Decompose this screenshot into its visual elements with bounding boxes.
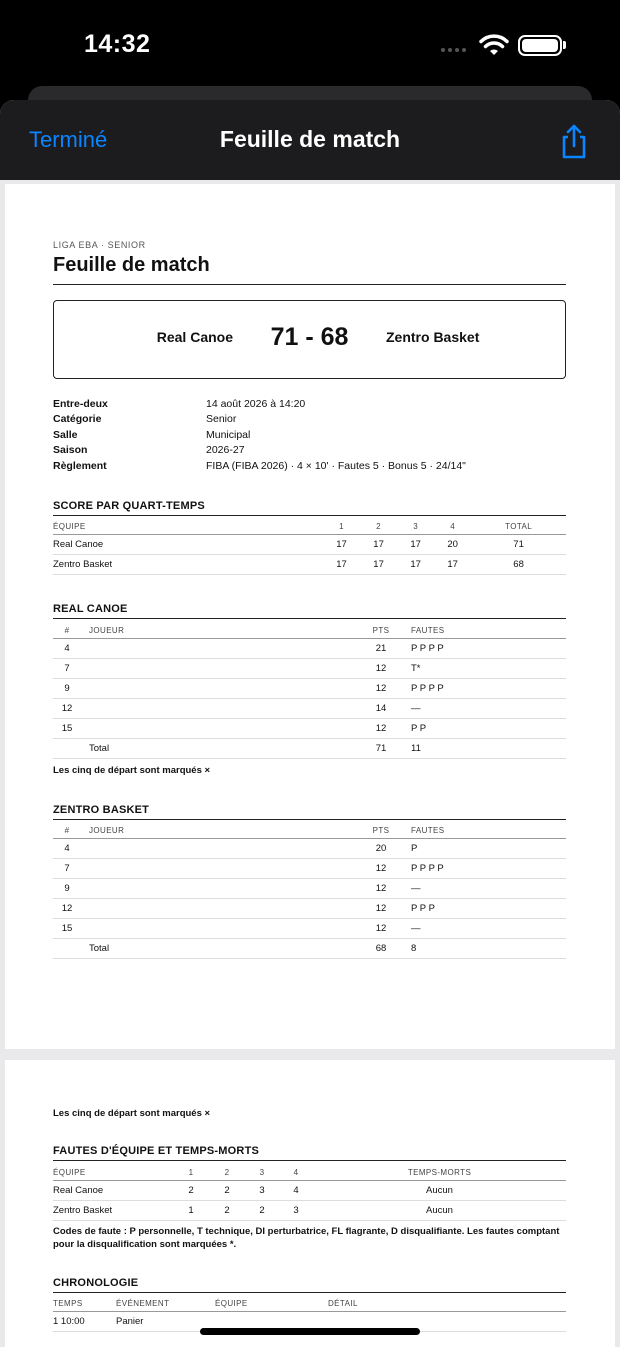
player-points: 12 xyxy=(363,678,399,698)
table-row xyxy=(53,638,566,658)
quarter-fouls-cell: 3 xyxy=(279,1200,313,1220)
info-row xyxy=(53,427,566,443)
player-number: 12 xyxy=(53,899,81,919)
player-fouls: P P P P xyxy=(399,859,566,879)
info-value: 2026-27 xyxy=(206,444,245,457)
column-header: DÉTAIL xyxy=(328,1293,566,1312)
player-fouls: P P P xyxy=(399,899,566,919)
total-cell: 71 xyxy=(471,535,566,555)
player-fouls: P P P P xyxy=(399,638,566,658)
quarter-fouls-cell: 2 xyxy=(209,1180,245,1200)
info-label: Catégorie xyxy=(53,413,102,426)
info-label: Saison xyxy=(53,444,88,457)
column-header: 2 xyxy=(209,1161,245,1180)
column-header: ÉQUIPE xyxy=(53,516,323,535)
player-name xyxy=(81,899,363,919)
match-info xyxy=(53,396,566,474)
column-header: ÉQUIPE xyxy=(53,1161,173,1180)
preview-sheet xyxy=(0,100,620,1347)
nav-title: Feuille de match xyxy=(219,126,401,152)
table-row xyxy=(53,718,566,738)
team-fouls-table xyxy=(53,1161,566,1221)
quarter-cell: 17 xyxy=(360,555,397,575)
table-row xyxy=(53,555,566,575)
total-label: Total xyxy=(81,738,363,758)
player-number: 9 xyxy=(53,879,81,899)
info-value: 14 août 2026 à 14:20 xyxy=(206,397,306,410)
quarters-table xyxy=(53,516,566,576)
team-cell: Real Canoe xyxy=(53,535,323,555)
quarters-section-title: SCORE PAR QUART-TEMPS xyxy=(53,500,566,516)
column-header: TOTAL xyxy=(471,516,566,535)
column-header: ÉQUIPE xyxy=(215,1293,328,1312)
event-type: Panier xyxy=(116,1312,215,1332)
quarter-cell: 17 xyxy=(434,555,471,575)
column-header: # xyxy=(53,820,81,839)
table-row xyxy=(53,879,566,899)
player-name xyxy=(81,919,363,939)
quarter-cell: 20 xyxy=(434,535,471,555)
status-clock: 14:32 xyxy=(84,30,151,58)
chronology-section-title: CHRONOLOGIE xyxy=(53,1277,566,1293)
player-number: 4 xyxy=(53,839,81,859)
player-fouls: — xyxy=(399,879,566,899)
player-name xyxy=(81,859,363,879)
quarter-fouls-cell: 3 xyxy=(245,1180,279,1200)
player-points: 12 xyxy=(363,859,399,879)
player-points: 12 xyxy=(363,899,399,919)
team-cell: Real Canoe xyxy=(53,1180,173,1200)
quarter-cell: 17 xyxy=(323,535,360,555)
page-2-content xyxy=(53,1108,566,1332)
info-row xyxy=(53,458,566,474)
starters-note: Les cinq de départ sont marqués × xyxy=(53,1108,211,1119)
table-header-row xyxy=(53,1293,566,1312)
info-row xyxy=(53,396,566,412)
team-section-title: ZENTRO BASKET xyxy=(53,804,566,820)
league-label: LIGA EBA · SENIOR xyxy=(53,240,146,250)
player-number: 15 xyxy=(53,718,81,738)
info-value: Municipal xyxy=(206,428,251,441)
player-fouls: P xyxy=(399,839,566,859)
quarter-fouls-cell: 1 xyxy=(173,1200,209,1220)
foul-codes-legend: Codes de faute : P personnelle, T technique, DI perturbatrice, FL flagrante, D disqualifiante. Les fautes comptant pour la disqualification sont marquées *. xyxy=(53,1225,560,1250)
table-row xyxy=(53,859,566,879)
player-fouls: P P xyxy=(399,718,566,738)
player-name xyxy=(81,879,363,899)
column-header: 2 xyxy=(360,516,397,535)
table-row xyxy=(53,839,566,859)
done-button[interactable]: Terminé xyxy=(29,127,108,152)
player-fouls: — xyxy=(399,919,566,939)
battery-icon xyxy=(518,35,562,56)
document-page-1[interactable] xyxy=(5,184,615,1049)
player-number: 9 xyxy=(53,678,81,698)
column-header: FAUTES xyxy=(399,619,566,638)
total-row xyxy=(53,939,566,959)
column-header: 1 xyxy=(173,1161,209,1180)
team-cell: Zentro Basket xyxy=(53,555,323,575)
table-row xyxy=(53,1200,566,1220)
table-header-row xyxy=(53,619,566,638)
final-score: 71 - 68 xyxy=(270,323,349,351)
total-fouls: 11 xyxy=(399,738,566,758)
info-value: Senior xyxy=(206,413,237,426)
player-name xyxy=(81,638,363,658)
total-label: Total xyxy=(81,939,363,959)
quarter-cell: 17 xyxy=(397,535,434,555)
info-label: Entre-deux xyxy=(53,397,108,410)
table-header-row xyxy=(53,820,566,839)
column-header: 3 xyxy=(397,516,434,535)
starters-note: Les cinq de départ sont marqués × xyxy=(53,764,211,776)
column-header: JOUEUR xyxy=(81,820,363,839)
player-fouls: P P P P xyxy=(399,678,566,698)
timeouts-cell: Aucun xyxy=(313,1200,566,1220)
quarter-cell: 17 xyxy=(397,555,434,575)
info-value: FIBA (FIBA 2026) · 4 × 10' · Fautes 5 · Bonus 5 · 24/14" xyxy=(206,459,466,472)
column-header: 4 xyxy=(434,516,471,535)
share-icon[interactable] xyxy=(558,124,590,160)
table-row xyxy=(53,658,566,678)
column-header: PTS xyxy=(363,820,399,839)
column-header: TEMPS xyxy=(53,1293,116,1312)
player-points: 12 xyxy=(363,718,399,738)
column-header: 4 xyxy=(279,1161,313,1180)
player-name xyxy=(81,698,363,718)
cellular-signal-icon xyxy=(441,48,466,52)
player-points: 21 xyxy=(363,638,399,658)
total-row xyxy=(53,738,566,758)
player-points: 12 xyxy=(363,919,399,939)
quarter-fouls-cell: 2 xyxy=(245,1200,279,1220)
player-points: 14 xyxy=(363,698,399,718)
document-page-2[interactable] xyxy=(5,1060,615,1347)
info-row xyxy=(53,412,566,428)
column-header: # xyxy=(53,619,81,638)
total-fouls: 8 xyxy=(399,939,566,959)
player-name xyxy=(81,678,363,698)
chronology-table xyxy=(53,1293,566,1333)
home-team-name: Real Canoe xyxy=(156,329,233,345)
score-box xyxy=(53,300,566,379)
player-fouls: — xyxy=(399,698,566,718)
quarter-fouls-cell: 4 xyxy=(279,1180,313,1200)
player-number: 7 xyxy=(53,658,81,678)
table-row xyxy=(53,899,566,919)
table-row xyxy=(53,535,566,555)
away-team-name: Zentro Basket xyxy=(386,329,480,345)
team-fouls-section-title: FAUTES D'ÉQUIPE ET TEMPS-MORTS xyxy=(53,1145,566,1161)
column-header: TEMPS-MORTS xyxy=(313,1161,566,1180)
player-points: 20 xyxy=(363,839,399,859)
roster-table xyxy=(53,820,566,960)
column-header: 1 xyxy=(323,516,360,535)
player-number: 4 xyxy=(53,638,81,658)
quarter-cell: 17 xyxy=(323,555,360,575)
table-row xyxy=(53,1180,566,1200)
quarter-fouls-cell: 2 xyxy=(173,1180,209,1200)
table-row xyxy=(53,698,566,718)
player-points: 12 xyxy=(363,879,399,899)
timeouts-cell: Aucun xyxy=(313,1180,566,1200)
player-name xyxy=(81,839,363,859)
info-label: Salle xyxy=(53,428,78,441)
team-section-title: REAL CANOE xyxy=(53,603,566,619)
page-1-content xyxy=(53,240,566,959)
battery-cap xyxy=(563,41,566,49)
info-label: Règlement xyxy=(53,459,107,472)
table-header-row xyxy=(53,1161,566,1180)
player-points: 12 xyxy=(363,658,399,678)
table-row xyxy=(53,919,566,939)
column-header: ÉVÉNEMENT xyxy=(116,1293,215,1312)
wifi-icon xyxy=(479,33,509,57)
total-points: 71 xyxy=(363,738,399,758)
status-bar xyxy=(0,0,620,90)
team-cell: Zentro Basket xyxy=(53,1200,173,1220)
column-header: PTS xyxy=(363,619,399,638)
table-row xyxy=(53,678,566,698)
column-header: JOUEUR xyxy=(81,619,363,638)
total-points: 68 xyxy=(363,939,399,959)
player-name xyxy=(81,718,363,738)
player-number: 12 xyxy=(53,698,81,718)
home-indicator[interactable] xyxy=(200,1328,420,1335)
player-number: 15 xyxy=(53,919,81,939)
column-header: FAUTES xyxy=(399,820,566,839)
navigation-bar xyxy=(0,100,620,180)
event-time: 1 10:00 xyxy=(53,1312,116,1332)
player-fouls: T* xyxy=(399,658,566,678)
total-cell: 68 xyxy=(471,555,566,575)
quarter-cell: 17 xyxy=(360,535,397,555)
document-title: Feuille de match xyxy=(53,254,566,285)
player-number: 7 xyxy=(53,859,81,879)
player-name xyxy=(81,658,363,678)
column-header: 3 xyxy=(245,1161,279,1180)
info-row xyxy=(53,443,566,459)
quarter-fouls-cell: 2 xyxy=(209,1200,245,1220)
roster-table xyxy=(53,619,566,759)
table-header-row xyxy=(53,516,566,535)
